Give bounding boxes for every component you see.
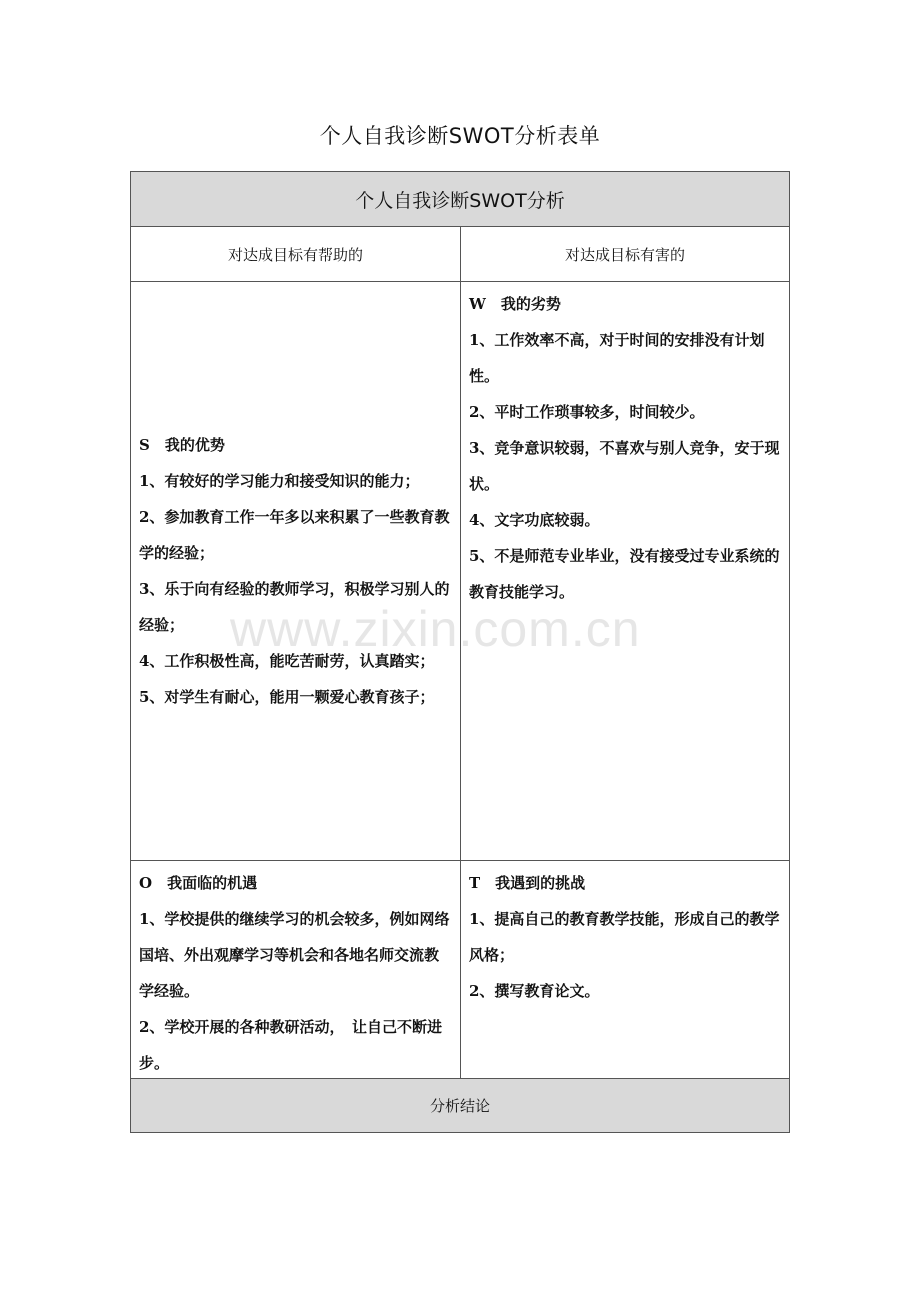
strengths-heading: S 我的优势 xyxy=(139,436,225,454)
strength-item: 3、乐于向有经验的教师学习，积极学习别人的经验； xyxy=(139,580,450,634)
threat-item: 1、提高自己的教育教学技能，形成自己的教学风格； xyxy=(469,910,780,964)
strength-item: 2、参加教育工作一年多以来积累了一些教育教学的经验； xyxy=(139,508,450,562)
watermark: www.zixin.com.cn xyxy=(230,601,641,657)
weaknesses-cell xyxy=(460,281,790,861)
strength-item: 1、有较好的学习能力和接受知识的能力； xyxy=(139,472,420,490)
strengths-cell xyxy=(130,281,461,861)
threats-cell xyxy=(460,860,790,1079)
page-title: 个人自我诊断SWOT分析表单 xyxy=(319,124,601,148)
weakness-item: 4、文字功底较弱。 xyxy=(469,511,600,529)
weaknesses-heading: W 我的劣势 xyxy=(469,295,561,313)
weakness-item: 1、工作效率不高，对于时间的安排没有计划性。 xyxy=(469,331,765,385)
weakness-item: 3、竞争意识较弱，不喜欢与别人竞争，安于现状。 xyxy=(469,439,780,493)
opportunity-item: 2、学校开展的各种教研活动， 让自己不断进步。 xyxy=(139,1018,442,1072)
conclusion-row: 分析结论 xyxy=(130,1078,790,1133)
strength-item: 5、对学生有耐心，能用一颗爱心教育孩子； xyxy=(139,688,435,706)
table-header: 个人自我诊断SWOT分析 xyxy=(130,171,790,227)
weakness-item: 5、不是师范专业毕业，没有接受过专业系统的教育技能学习。 xyxy=(469,547,780,601)
opportunities-heading: O 我面临的机遇 xyxy=(139,874,258,892)
weakness-item: 2、平时工作琐事较多，时间较少。 xyxy=(469,403,705,421)
threat-item: 2、撰写教育论文。 xyxy=(469,982,600,1000)
opportunities-cell xyxy=(130,860,461,1079)
column-header-helpful: 对达成目标有帮助的 xyxy=(130,226,461,282)
threats-heading: T 我遇到的挑战 xyxy=(469,874,586,892)
strength-item: 4、工作积极性高，能吃苦耐劳，认真踏实； xyxy=(139,652,435,670)
column-header-harmful: 对达成目标有害的 xyxy=(460,226,790,282)
swot-table xyxy=(130,171,790,1133)
opportunity-item: 1、学校提供的继续学习的机会较多，例如网络国培、外出观摩学习等机会和各地名师交流教学经验。 xyxy=(139,910,450,1000)
